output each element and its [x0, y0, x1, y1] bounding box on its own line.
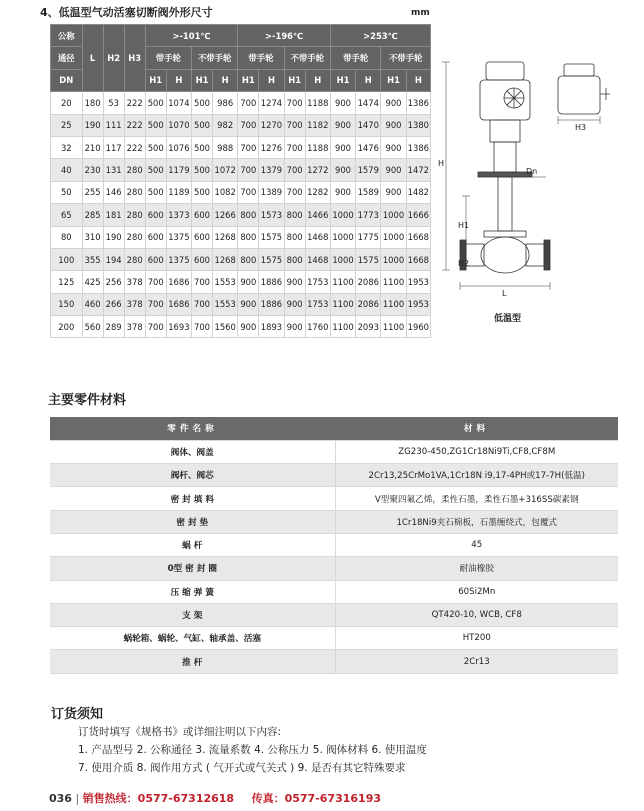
header-dn-2: 通径 [51, 47, 83, 69]
dim-table-row [51, 92, 431, 114]
part-material: HT200 [335, 627, 618, 650]
materials-row [50, 650, 618, 673]
dim-cell: 1000 [330, 248, 355, 270]
valve-diagram [436, 56, 631, 326]
dim-cell: 1189 [166, 181, 191, 203]
dim-cell: 900 [381, 136, 406, 158]
dim-table-row [51, 204, 431, 226]
dim-cell: 1082 [213, 181, 238, 203]
dim-cell: 190 [82, 114, 103, 136]
valve-body [481, 237, 529, 273]
part-name: 阀体、阀盖 [50, 440, 335, 463]
dim-cell: 500 [145, 136, 166, 158]
dim-cell: 900 [330, 136, 355, 158]
dim-cell: 500 [145, 181, 166, 203]
dn-cell: 200 [51, 316, 83, 338]
fax-number: 传真：0577-67316193 [251, 792, 382, 805]
dim-cell: 700 [284, 114, 305, 136]
dim-cell: 1188 [305, 136, 330, 158]
dim-cell: 500 [192, 181, 213, 203]
dim-cell: 1960 [406, 316, 430, 338]
dim-cell: 1100 [330, 316, 355, 338]
unit-label: mm [411, 8, 430, 18]
dim-cell: 1560 [213, 316, 238, 338]
diagram-caption: 低温型 [494, 314, 522, 324]
dn-cell: 150 [51, 293, 83, 315]
dim-label-L: L [502, 289, 507, 298]
part-material: 1Cr18Ni9夹石棉板，石墨缠绕式，包覆式 [335, 510, 618, 533]
footer [49, 790, 381, 806]
dim-cell: 900 [330, 159, 355, 181]
dim-cell: 1773 [356, 204, 381, 226]
dim-cell: 982 [213, 114, 238, 136]
outlet-flange-face [544, 240, 550, 270]
header-without-wheel: 不带手轮 [381, 47, 431, 69]
dim-label-Dn: Dn [526, 167, 538, 176]
materials-title: 主要零件材料 [48, 393, 127, 408]
part-name: 密 封 填 料 [50, 487, 335, 510]
dim-cell: 1668 [406, 226, 430, 248]
dim-cell: 700 [284, 136, 305, 158]
dim-cell: 500 [145, 159, 166, 181]
materials-table-body [50, 440, 618, 673]
dim-cell: 1100 [330, 271, 355, 293]
header-H: H [259, 69, 284, 91]
dim-table-row [51, 114, 431, 136]
dim-cell: 560 [82, 316, 103, 338]
dimension-table-body [51, 92, 431, 338]
dim-cell: 1070 [166, 114, 191, 136]
dim-cell: 1000 [381, 226, 406, 248]
dim-cell: 900 [381, 114, 406, 136]
dim-cell: 700 [284, 159, 305, 181]
part-name: 密 封 垫 [50, 510, 335, 533]
dim-cell: 900 [381, 92, 406, 114]
dim-cell: 146 [103, 181, 124, 203]
dim-cell: 210 [82, 136, 103, 158]
part-name: 0型 密 封 圈 [50, 557, 335, 580]
dim-cell: 988 [213, 136, 238, 158]
header-H1: H1 [284, 69, 305, 91]
dim-cell: 425 [82, 271, 103, 293]
dim-cell: 1386 [406, 136, 430, 158]
dim-cell: 1282 [305, 181, 330, 203]
dimension-table [50, 24, 431, 338]
materials-row [50, 464, 618, 487]
dim-cell: 500 [145, 92, 166, 114]
extension-flange [478, 172, 532, 177]
dim-cell: 900 [238, 293, 259, 315]
order-line-2: 7. 使用介质 8. 阀作用方式 ( 气开式或气关式 ) 9. 是否有其它特殊要求 [78, 762, 406, 774]
dim-cell: 700 [284, 92, 305, 114]
dim-cell: 600 [192, 248, 213, 270]
header-dn-3: DN [51, 69, 83, 91]
upper-bonnet [494, 142, 516, 172]
yoke [490, 120, 520, 142]
dim-cell: 222 [124, 114, 145, 136]
header-H1: H1 [192, 69, 213, 91]
dim-cell: 700 [238, 159, 259, 181]
dim-cell: 222 [124, 92, 145, 114]
part-material: V型聚四氟乙烯，柔性石墨，柔性石墨+316SS碳素钢 [335, 487, 618, 510]
dim-cell: 1693 [166, 316, 191, 338]
dim-cell: 1272 [305, 159, 330, 181]
dim-cell: 1760 [305, 316, 330, 338]
dim-cell: 2093 [356, 316, 381, 338]
header-H: H [406, 69, 430, 91]
dim-cell: 900 [284, 271, 305, 293]
dim-cell: 1389 [259, 181, 284, 203]
dim-table-row [51, 181, 431, 203]
dim-cell: 1074 [166, 92, 191, 114]
dn-cell: 25 [51, 114, 83, 136]
dim-cell: 1100 [381, 271, 406, 293]
dim-cell: 280 [124, 204, 145, 226]
dim-cell: 1775 [356, 226, 381, 248]
dim-cell: 900 [284, 316, 305, 338]
dim-cell: 1379 [259, 159, 284, 181]
materials-row [50, 533, 618, 556]
dim-cell: 1686 [166, 293, 191, 315]
dim-cell: 1589 [356, 181, 381, 203]
order-line-1: 1. 产品型号 2. 公称通径 3. 流量系数 4. 公称压力 5. 阀体材料 6. 使用温度 [78, 744, 427, 756]
footer-separator: | [75, 792, 83, 805]
dim-cell: 600 [145, 226, 166, 248]
dim-cell: 1575 [259, 226, 284, 248]
dim-cell: 310 [82, 226, 103, 248]
header-with-wheel: 带手轮 [330, 47, 381, 69]
dim-cell: 700 [145, 293, 166, 315]
part-material: 2Cr13 [335, 650, 618, 673]
dim-cell: 2086 [356, 293, 381, 315]
dim-cell: 500 [192, 159, 213, 181]
dim-cell: 900 [330, 92, 355, 114]
dim-table-row [51, 159, 431, 181]
dn-cell: 80 [51, 226, 83, 248]
header-temp-253: >253℃ [330, 25, 430, 47]
header-with-wheel: 带手轮 [145, 47, 191, 69]
dim-cell: 285 [82, 204, 103, 226]
dim-cell: 1893 [259, 316, 284, 338]
dim-cell: 1686 [166, 271, 191, 293]
dim-cell: 500 [192, 92, 213, 114]
dim-cell: 280 [124, 226, 145, 248]
dn-cell: 125 [51, 271, 83, 293]
materials-row [50, 580, 618, 603]
part-name: 蜗轮箱、蜗轮、气缸、轴承盖、活塞 [50, 627, 335, 650]
dim-cell: 1274 [259, 92, 284, 114]
dim-cell: 1380 [406, 114, 430, 136]
dim-cell: 900 [381, 181, 406, 203]
dim-cell: 1100 [381, 316, 406, 338]
dn-cell: 65 [51, 204, 83, 226]
dim-cell: 194 [103, 248, 124, 270]
dim-cell: 500 [192, 136, 213, 158]
dim-cell: 378 [124, 293, 145, 315]
dim-cell: 1188 [305, 92, 330, 114]
dim-cell: 1179 [166, 159, 191, 181]
dim-cell: 1666 [406, 204, 430, 226]
header-H1: H1 [330, 69, 355, 91]
dim-cell: 1100 [381, 293, 406, 315]
dim-cell: 1076 [166, 136, 191, 158]
dim-cell: 700 [284, 181, 305, 203]
dn-cell: 100 [51, 248, 83, 270]
dim-label-H1: H1 [458, 221, 470, 230]
dim-cell: 1468 [305, 226, 330, 248]
dim-cell: 355 [82, 248, 103, 270]
dim-cell: 986 [213, 92, 238, 114]
part-material: ZG230-450,ZG1Cr18Ni9Ti,CF8,CF8M [335, 440, 618, 463]
dim-cell: 600 [192, 226, 213, 248]
dim-cell: 1668 [406, 248, 430, 270]
dim-cell: 1000 [381, 204, 406, 226]
dim-label-H2: H2 [458, 259, 470, 268]
dim-cell: 1953 [406, 271, 430, 293]
dim-cell: 600 [192, 204, 213, 226]
materials-row [50, 487, 618, 510]
dim-table-row [51, 226, 431, 248]
header-H: H [305, 69, 330, 91]
dim-cell: 700 [145, 271, 166, 293]
dim-cell: 1000 [330, 226, 355, 248]
header-dn-1: 公称 [51, 25, 83, 47]
dim-cell: 181 [103, 204, 124, 226]
actuator-body [480, 80, 530, 120]
dim-table-row [51, 248, 431, 270]
header-without-wheel: 不带手轮 [284, 47, 330, 69]
dim-cell: 900 [381, 159, 406, 181]
part-material: 2Cr13,25CrMo1VA,1Cr18N i9,17-4PH或17-7H(低温) [335, 464, 618, 487]
dim-cell: 1886 [259, 271, 284, 293]
header-without-wheel: 不带手轮 [192, 47, 238, 69]
dim-cell: 1375 [166, 248, 191, 270]
dim-cell: 1270 [259, 114, 284, 136]
extension-stem [498, 177, 512, 231]
header-H2: H2 [103, 25, 124, 92]
dim-cell: 256 [103, 271, 124, 293]
dim-cell: 1575 [356, 248, 381, 270]
dim-cell: 600 [145, 248, 166, 270]
actuator-top [486, 62, 524, 80]
dim-cell: 700 [145, 316, 166, 338]
dim-table-row [51, 136, 431, 158]
dim-cell: 1466 [305, 204, 330, 226]
materials-row [50, 557, 618, 580]
dim-cell: 1753 [305, 271, 330, 293]
header-H: H [213, 69, 238, 91]
dim-cell: 289 [103, 316, 124, 338]
dim-cell: 1386 [406, 92, 430, 114]
dim-cell: 500 [145, 114, 166, 136]
dim-cell: 1100 [330, 293, 355, 315]
dim-cell: 2086 [356, 271, 381, 293]
dim-cell: 131 [103, 159, 124, 181]
dim-cell: 800 [238, 204, 259, 226]
dim-cell: 1553 [213, 293, 238, 315]
part-name: 推 杆 [50, 650, 335, 673]
materials-header-row [50, 417, 618, 440]
materials-row [50, 510, 618, 533]
dim-label-H: H [438, 159, 445, 168]
part-name: 支 架 [50, 603, 335, 626]
dim-cell: 500 [192, 114, 213, 136]
dim-table-row [51, 271, 431, 293]
dim-cell: 280 [124, 181, 145, 203]
dim-cell: 1000 [381, 248, 406, 270]
section-title: 4、低温型气动活塞切断阀外形尺寸 [40, 6, 213, 19]
dim-cell: 378 [124, 271, 145, 293]
materials-row [50, 603, 618, 626]
part-material: 45 [335, 533, 618, 556]
dn-cell: 40 [51, 159, 83, 181]
part-material: 耐油橡胶 [335, 557, 618, 580]
dim-cell: 1268 [213, 226, 238, 248]
header-L: L [82, 25, 103, 92]
side-actuator-top [564, 64, 594, 76]
dim-cell: 900 [238, 316, 259, 338]
part-material: 60Si2Mn [335, 580, 618, 603]
dim-header-row [51, 25, 431, 47]
dim-cell: 1886 [259, 293, 284, 315]
part-name: 压 缩 弹 簧 [50, 580, 335, 603]
dim-cell: 1373 [166, 204, 191, 226]
header-H: H [356, 69, 381, 91]
dim-cell: 1482 [406, 181, 430, 203]
dim-cell: 255 [82, 181, 103, 203]
dim-cell: 1266 [213, 204, 238, 226]
dim-cell: 1472 [406, 159, 430, 181]
header-H1: H1 [381, 69, 406, 91]
materials-row [50, 627, 618, 650]
dim-cell: 700 [192, 271, 213, 293]
dim-cell: 53 [103, 92, 124, 114]
dim-cell: 1553 [213, 271, 238, 293]
dim-cell: 700 [238, 114, 259, 136]
header-H: H [166, 69, 191, 91]
dim-cell: 1072 [213, 159, 238, 181]
materials-header-name: 零件名称 [50, 417, 335, 440]
materials-header-material: 材料 [335, 417, 618, 440]
part-name: 蜗 杆 [50, 533, 335, 556]
header-temp-101: >-101℃ [145, 25, 238, 47]
header-with-wheel: 带手轮 [238, 47, 284, 69]
dim-cell: 280 [124, 159, 145, 181]
dim-cell: 700 [238, 181, 259, 203]
dim-cell: 1476 [356, 136, 381, 158]
header-H1: H1 [238, 69, 259, 91]
header-H1: H1 [145, 69, 166, 91]
dim-cell: 222 [124, 136, 145, 158]
dim-label-H3: H3 [575, 123, 587, 132]
dim-table-row [51, 316, 431, 338]
materials-table [50, 417, 618, 674]
dn-cell: 32 [51, 136, 83, 158]
dim-cell: 800 [284, 226, 305, 248]
order-title: 订货须知 [51, 707, 104, 722]
dim-cell: 378 [124, 316, 145, 338]
dim-cell: 1470 [356, 114, 381, 136]
dim-cell: 700 [192, 316, 213, 338]
dim-cell: 1474 [356, 92, 381, 114]
dim-cell: 180 [82, 92, 103, 114]
dim-cell: 1375 [166, 226, 191, 248]
dim-cell: 900 [284, 293, 305, 315]
dim-cell: 1753 [305, 293, 330, 315]
bonnet-flange [484, 231, 526, 237]
dim-cell: 700 [238, 92, 259, 114]
dim-cell: 1000 [330, 204, 355, 226]
dim-cell: 266 [103, 293, 124, 315]
dim-cell: 800 [284, 204, 305, 226]
dim-cell: 230 [82, 159, 103, 181]
part-name: 阀杆、阀芯 [50, 464, 335, 487]
dim-cell: 600 [145, 204, 166, 226]
header-H3: H3 [124, 25, 145, 92]
header-temp-196: >-196℃ [238, 25, 331, 47]
dim-cell: 190 [103, 226, 124, 248]
dim-cell: 1953 [406, 293, 430, 315]
dim-cell: 900 [330, 181, 355, 203]
dim-cell: 1276 [259, 136, 284, 158]
part-material: QT420-10, WCB, CF8 [335, 603, 618, 626]
dim-cell: 460 [82, 293, 103, 315]
dim-cell: 1579 [356, 159, 381, 181]
dim-table-row [51, 293, 431, 315]
dim-cell: 1468 [305, 248, 330, 270]
materials-row [50, 440, 618, 463]
dim-cell: 280 [124, 248, 145, 270]
page-number: 036 [49, 792, 72, 805]
dim-cell: 117 [103, 136, 124, 158]
dim-cell: 800 [238, 226, 259, 248]
dim-cell: 700 [238, 136, 259, 158]
dim-cell: 800 [238, 248, 259, 270]
dim-cell: 1573 [259, 204, 284, 226]
dn-cell: 20 [51, 92, 83, 114]
dim-cell: 700 [192, 293, 213, 315]
dim-cell: 1268 [213, 248, 238, 270]
dim-cell: 900 [330, 114, 355, 136]
dim-cell: 111 [103, 114, 124, 136]
dim-cell: 800 [284, 248, 305, 270]
dim-cell: 1575 [259, 248, 284, 270]
dim-cell: 900 [238, 271, 259, 293]
dim-cell: 1182 [305, 114, 330, 136]
dn-cell: 50 [51, 181, 83, 203]
side-actuator-body [558, 76, 600, 114]
sales-hotline: 销售热线：0577-67312618 [82, 792, 235, 805]
order-intro: 订货时填写《规格书》或详细注明以下内容: [78, 726, 282, 738]
